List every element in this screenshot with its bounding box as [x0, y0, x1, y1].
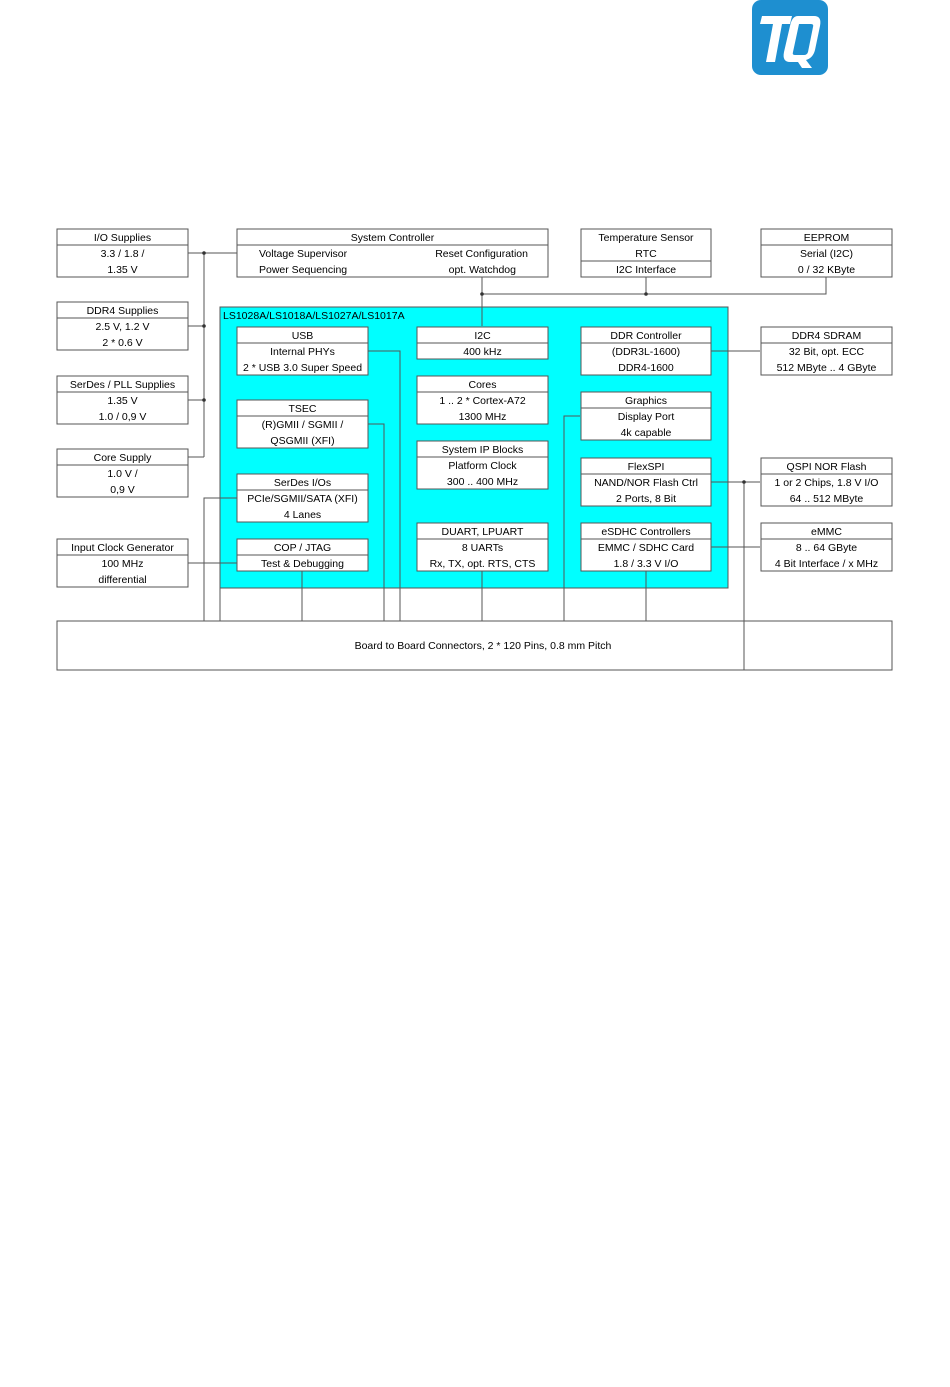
svg-text:1.35 V: 1.35 V — [107, 395, 138, 407]
svg-text:1.35 V: 1.35 V — [107, 264, 138, 276]
svg-text:DDR4 Supplies: DDR4 Supplies — [86, 305, 159, 317]
svg-text:Serial (I2C): Serial (I2C) — [799, 248, 854, 260]
svg-text:PCIe/SGMII/SATA (XFI): PCIe/SGMII/SATA (XFI) — [247, 493, 358, 505]
svg-text:Test & Debugging: Test & Debugging — [261, 558, 344, 570]
svg-text:1300 MHz: 1300 MHz — [458, 411, 507, 423]
usb-block — [237, 327, 368, 375]
svg-text:Platform Clock: Platform Clock — [448, 460, 517, 472]
svg-text:COP / JTAG: COP / JTAG — [273, 542, 332, 554]
svg-text:8 .. 64 GByte: 8 .. 64 GByte — [795, 542, 858, 554]
svg-text:System IP Blocks: System IP Blocks — [441, 444, 524, 456]
svg-text:100 MHz: 100 MHz — [101, 558, 144, 570]
svg-text:1.8 / 3.3 V I/O: 1.8 / 3.3 V I/O — [613, 558, 679, 570]
svg-text:4k capable: 4k capable — [620, 427, 672, 439]
cop-jtag-block — [237, 539, 368, 571]
svg-text:(R)GMII / SGMII /: (R)GMII / SGMII / — [261, 419, 344, 431]
svg-text:Reset Configuration: Reset Configuration — [435, 248, 528, 260]
svg-text:1.0 / 0,9 V: 1.0 / 0,9 V — [98, 411, 147, 423]
svg-text:1 .. 2 * Cortex-A72: 1 .. 2 * Cortex-A72 — [439, 395, 526, 407]
svg-text:QSGMII (XFI): QSGMII (XFI) — [270, 435, 335, 447]
svg-text:Internal PHYs: Internal PHYs — [270, 346, 335, 358]
svg-text:DDR4-1600: DDR4-1600 — [618, 362, 674, 374]
cores-block — [417, 376, 548, 424]
svg-text:opt. Watchdog: opt. Watchdog — [448, 264, 516, 276]
svg-text:2 Ports, 8 Bit: 2 Ports, 8 Bit — [615, 493, 677, 505]
graphics-block — [581, 392, 711, 440]
svg-text:I2C Interface: I2C Interface — [615, 264, 677, 276]
esdhc-block — [581, 523, 711, 571]
svg-text:32 Bit, opt. ECC: 32 Bit, opt. ECC — [788, 346, 865, 358]
emmc-box — [761, 523, 892, 571]
svg-text:System Controller: System Controller — [350, 232, 435, 244]
svg-text:(DDR3L-1600): (DDR3L-1600) — [611, 346, 681, 358]
input-clock-box — [57, 539, 188, 587]
svg-text:0,9 V: 0,9 V — [110, 484, 135, 496]
svg-text:eMMC: eMMC — [811, 526, 842, 538]
svg-text:512 MByte .. 4 GByte: 512 MByte .. 4 GByte — [776, 362, 877, 374]
svg-text:SerDes / PLL Supplies: SerDes / PLL Supplies — [69, 379, 176, 391]
temperature-sensor-box — [581, 229, 711, 277]
svg-text:EMMC / SDHC Card: EMMC / SDHC Card — [597, 542, 695, 554]
eeprom-box — [761, 229, 892, 277]
i2c-block — [417, 327, 548, 359]
ddr4-sdram-box — [761, 327, 892, 375]
svg-text:Core Supply: Core Supply — [93, 452, 152, 464]
svg-text:400 kHz: 400 kHz — [463, 346, 502, 358]
ddr4-supplies-box — [57, 302, 188, 350]
svg-text:DDR4 SDRAM: DDR4 SDRAM — [791, 330, 862, 342]
svg-text:Rx, TX, opt. RTS, CTS: Rx, TX, opt. RTS, CTS — [429, 558, 536, 570]
svg-text:differential: differential — [98, 574, 147, 586]
svg-text:Temperature Sensor: Temperature Sensor — [598, 232, 694, 244]
svg-text:TSEC: TSEC — [288, 403, 317, 415]
core-supply-box — [57, 449, 188, 497]
svg-text:1 or 2 Chips, 1.8 V I/O: 1 or 2 Chips, 1.8 V I/O — [774, 477, 879, 489]
io-supplies-title: I/O Supplies — [93, 232, 152, 244]
svg-text:3.3 / 1.8 /: 3.3 / 1.8 / — [100, 248, 145, 260]
svg-text:SerDes I/Os: SerDes I/Os — [273, 477, 332, 489]
soc-label: LS1028A/LS1018A/LS1027A/LS1017A — [223, 310, 405, 322]
svg-text:300 .. 400 MHz: 300 .. 400 MHz — [446, 476, 519, 488]
svg-text:8 UARTs: 8 UARTs — [461, 542, 504, 554]
svg-text:2 * USB 3.0 Super Speed: 2 * USB 3.0 Super Speed — [242, 362, 363, 374]
serdes-pll-supplies-box — [57, 376, 188, 424]
svg-text:0 / 32 KByte: 0 / 32 KByte — [797, 264, 856, 276]
qspi-nor-flash-box — [761, 458, 892, 506]
svg-text:64 .. 512 MByte: 64 .. 512 MByte — [789, 493, 864, 505]
svg-text:4 Lanes: 4 Lanes — [283, 509, 322, 521]
svg-text:DUART, LPUART: DUART, LPUART — [441, 526, 524, 538]
svg-text:NAND/NOR Flash Ctrl: NAND/NOR Flash Ctrl — [594, 477, 698, 489]
svg-text:USB: USB — [291, 330, 314, 342]
svg-text:RTC: RTC — [635, 248, 657, 260]
svg-text:Input Clock Generator: Input Clock Generator — [71, 542, 174, 554]
svg-text:Cores: Cores — [468, 379, 497, 391]
tsec-block — [237, 400, 368, 448]
duart-block — [417, 523, 548, 571]
svg-text:Voltage Supervisor: Voltage Supervisor — [259, 248, 348, 260]
ddr-controller-block — [581, 327, 711, 375]
svg-text:eSDHC Controllers: eSDHC Controllers — [601, 526, 691, 538]
svg-text:Graphics: Graphics — [624, 395, 668, 407]
svg-text:2.5 V, 1.2 V: 2.5 V, 1.2 V — [95, 321, 150, 333]
svg-text:4 Bit Interface / x MHz: 4 Bit Interface / x MHz — [774, 558, 879, 570]
io-supplies-box — [57, 229, 188, 277]
board-connector-label: Board to Board Connectors, 2 * 120 Pins, 0.8 mm Pitch — [354, 640, 612, 652]
svg-text:Display Port: Display Port — [617, 411, 675, 423]
svg-text:I2C: I2C — [474, 330, 491, 342]
svg-text:FlexSPI: FlexSPI — [627, 461, 665, 473]
svg-text:2 * 0.6 V: 2 * 0.6 V — [102, 337, 143, 349]
flexspi-block — [581, 458, 711, 506]
svg-text:QSPI NOR Flash: QSPI NOR Flash — [786, 461, 867, 473]
system-ip-block — [417, 441, 548, 489]
svg-text:DDR Controller: DDR Controller — [610, 330, 682, 342]
svg-text:Power Sequencing: Power Sequencing — [259, 264, 348, 276]
serdes-block — [237, 474, 368, 522]
svg-text:1.0 V /: 1.0 V / — [107, 468, 138, 480]
board-connector-box — [57, 621, 892, 670]
svg-text:EEPROM: EEPROM — [803, 232, 850, 244]
system-controller-box — [237, 229, 548, 277]
